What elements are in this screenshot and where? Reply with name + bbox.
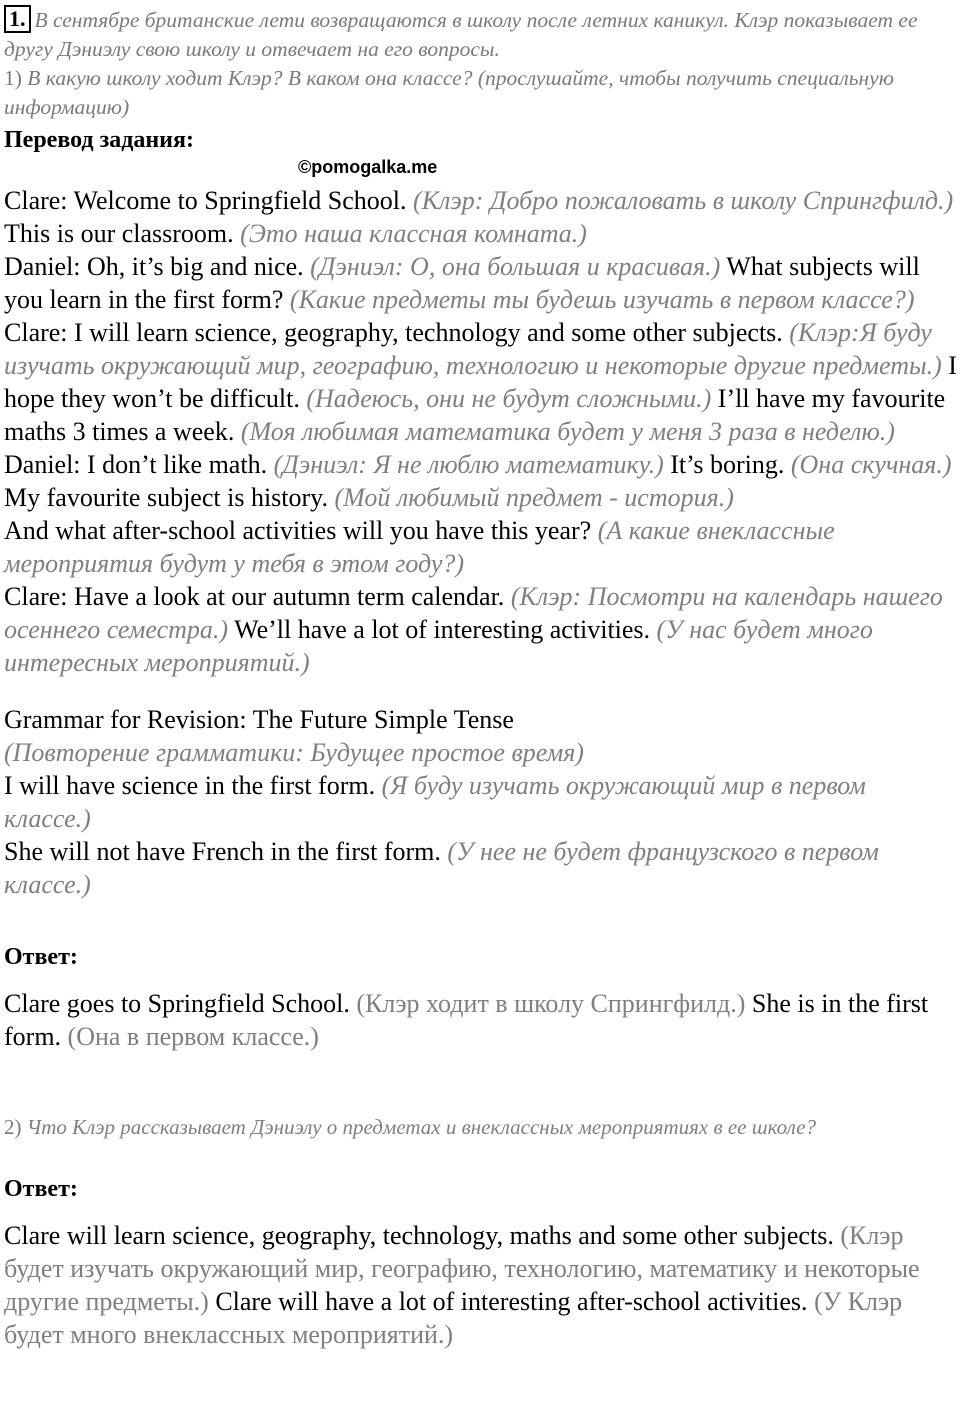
dialogue-translation: (Она скучная.): [790, 450, 952, 479]
dialogue-line: Clare: Have a look at our autumn term calendar.: [4, 582, 505, 611]
grammar-example: [4, 835, 958, 901]
grammar-example-translation: (У нее не будет французского в первом классе.): [4, 837, 879, 899]
task-intro-text: В сентябре британские лети возвращаются в школу после летних каникул. Клэр показывает ее другу Дэниэлу свою школу и отвечает на его вопросы.: [4, 8, 918, 61]
answer-2-heading: Ответ:: [4, 1176, 78, 1202]
dialogue-translation: (Это наша классная комната.): [240, 219, 587, 248]
task-intro: [4, 5, 958, 122]
dialogue-paragraph: [4, 250, 958, 316]
dialogue-line: It’s boring.: [670, 450, 785, 479]
question-1-text: В какую школу ходит Клэр? В каком она классе? (прослушайте, чтобы получить специальную информацию): [4, 66, 894, 119]
question-2-text: Что Клэр рассказывает Дэниэлу о предметах и внеклассных мероприятиях в ее школе?: [26, 1115, 817, 1139]
answer-2-en: Clare will have a lot of interesting after-school activities.: [215, 1287, 808, 1316]
dialogue-translation: (Клэр: Добро пожаловать в школу Спрингфилд.): [413, 186, 954, 215]
dialogue-paragraph: [4, 448, 958, 514]
question-2-number: 2): [4, 1115, 22, 1139]
answer-1-en: Clare goes to Springfield School.: [4, 989, 350, 1018]
grammar-section: [4, 703, 958, 901]
grammar-example-translation: (Я буду изучать окружающий мир в первом классе.): [4, 771, 866, 833]
document-page: [4, 0, 958, 1351]
answer-2-translation: (Клэр будет изучать окружающий мир, географию, технологию, математику и некоторые другие предметы.): [4, 1221, 920, 1316]
dialogue-paragraph: [4, 580, 958, 679]
dialogue-translation: (Надеюсь, они не будут сложными.): [306, 384, 712, 413]
answer-2-translation: (У Клэр будет много внеклассных мероприятий.): [4, 1287, 903, 1349]
dialogue-paragraph: [4, 514, 958, 580]
dialogue-line: This is our classroom.: [4, 219, 234, 248]
dialogue-translation: (Дэниэл: Я не люблю математику.): [273, 450, 664, 479]
dialogue-line: Daniel: I don’t like math.: [4, 450, 268, 479]
grammar-example-en: I will have science in the first form.: [4, 771, 376, 800]
dialogue-line: My favourite subject is history.: [4, 483, 328, 512]
dialogue-line: And what after-school activities will you have this year?: [4, 516, 592, 545]
dialogue-translation: (Дэниэл: О, она большая и красивая.): [310, 252, 721, 281]
answer-1-en: She is in the first form.: [4, 989, 929, 1051]
answer-1: [4, 987, 958, 1053]
dialogue-translation: (Мой любимый предмет - история.): [334, 483, 734, 512]
dialogue-line: Daniel: Oh, it’s big and nice.: [4, 252, 304, 281]
dialogue-line: Clare: I will learn science, geography, technology and some other subjects.: [4, 318, 783, 347]
answer-1-heading: Ответ:: [4, 944, 78, 970]
answer-1-translation: (Клэр ходит в школу Спрингфилд.): [356, 989, 746, 1018]
dialogue: [4, 184, 958, 679]
answer-2-en: Clare will learn science, geography, technology, maths and some other subjects.: [4, 1221, 834, 1250]
watermark: ©pomogalka.me: [298, 157, 438, 177]
grammar-example: [4, 769, 958, 835]
question-1-number: 1): [4, 66, 22, 90]
answer-1-translation: (Она в первом классе.): [67, 1022, 319, 1051]
dialogue-translation: (Какие предметы ты будешь изучать в первом классе?): [289, 285, 915, 314]
dialogue-translation: (У нас будет много интересных мероприятий.): [4, 615, 873, 677]
question-2: [4, 1113, 958, 1141]
dialogue-line: I hope they won’t be difficult.: [4, 351, 957, 413]
grammar-title-translation: (Повторение грамматики: Будущее простое время): [4, 738, 584, 767]
dialogue-line: What subjects will you learn in the first form?: [4, 252, 920, 314]
task-number: 1.: [4, 5, 31, 33]
translation-heading: Перевод задания:: [4, 127, 194, 153]
grammar-example-en: She will not have French in the first form.: [4, 837, 441, 866]
grammar-title: Grammar for Revision: The Future Simple Tense: [4, 705, 514, 734]
dialogue-line: We’ll have a lot of interesting activities.: [234, 615, 651, 644]
dialogue-paragraph: [4, 316, 958, 448]
dialogue-line: I’ll have my favourite maths 3 times a week.: [4, 384, 946, 446]
answer-2: [4, 1219, 958, 1351]
dialogue-paragraph: [4, 184, 958, 250]
dialogue-translation: (А какие внеклассные мероприятия будут у тебя в этом году?): [4, 516, 835, 578]
dialogue-translation: (Моя любимая математика будет у меня 3 раза в неделю.): [240, 417, 895, 446]
dialogue-line: Clare: Welcome to Springfield School.: [4, 186, 407, 215]
dialogue-translation: (Клэр: Посмотри на календарь нашего осеннего семестра.): [4, 582, 943, 644]
dialogue-translation: (Клэр:Я буду изучать окружающий мир, географию, технологию и некоторые другие предметы.): [4, 318, 942, 380]
